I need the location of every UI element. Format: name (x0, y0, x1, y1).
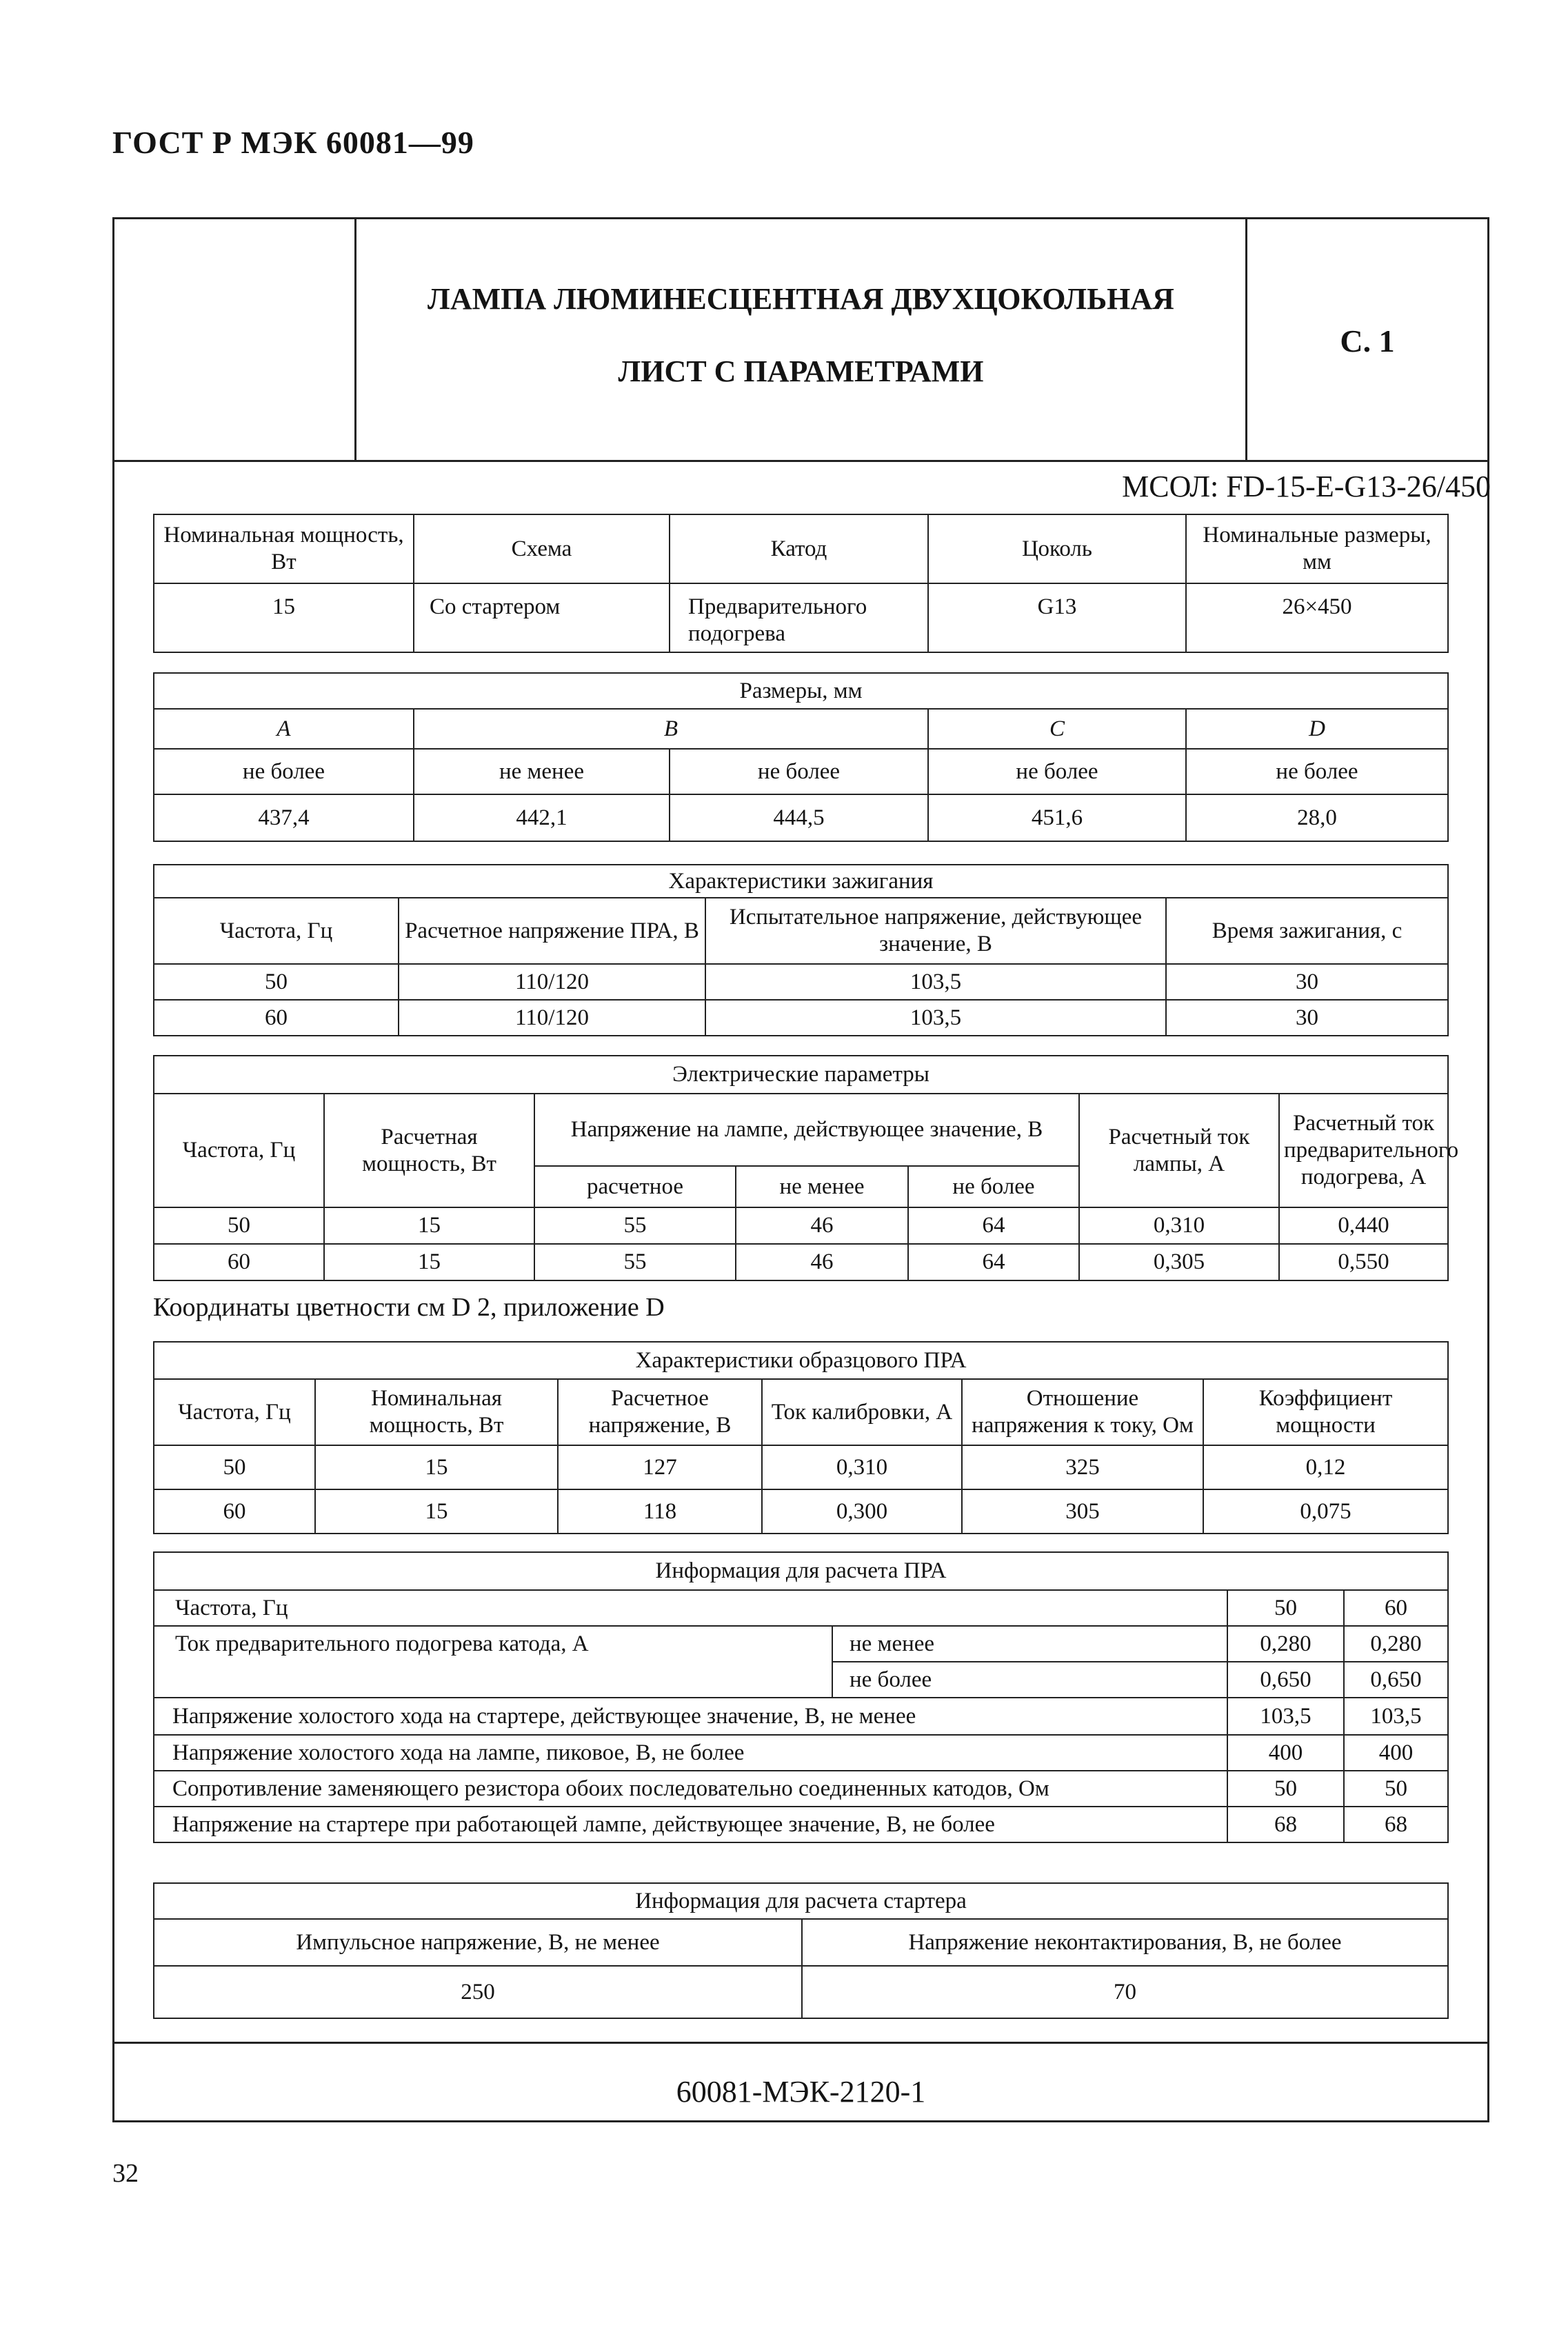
table-row (154, 898, 1448, 964)
document-header: ГОСТ Р МЭК 60081—99 (112, 125, 474, 160)
table-row (154, 1379, 1448, 1445)
dimension-letter: B (414, 709, 928, 749)
header-cell: Испытательное напряжение, действующее значение, В (705, 898, 1166, 964)
table-cell: 60 (154, 1244, 324, 1280)
table-cell: 60 (154, 1000, 399, 1036)
table-cell: 0,310 (762, 1445, 962, 1489)
header-cell: Напряжение на лампе, действующее значение, В (534, 1094, 1079, 1166)
table-title: Информация для расчета ПРА (154, 1552, 1448, 1590)
dimension-letter: C (928, 709, 1186, 749)
table-cell: 103,5 (1344, 1698, 1448, 1735)
sheet-title-line1: ЛАМПА ЛЮМИНЕСЦЕНТНАЯ ДВУХЦОКОЛЬНАЯ (428, 282, 1174, 316)
table-cell: 437,4 (154, 794, 414, 841)
dimension-letter: A (154, 709, 414, 749)
lamp-designation: МСОЛ: FD-15-E-G13-26/450 (1122, 470, 1491, 503)
header-cell: Расчетный ток лампы, А (1079, 1094, 1279, 1207)
table-row (154, 1698, 1448, 1735)
table-cell: 15 (315, 1445, 558, 1489)
row-label: Напряжение холостого хода на стартере, действующее значение, В, не менее (154, 1698, 1227, 1735)
header-cell: Расчетное напряжение ПРА, В (399, 898, 705, 964)
table-cell: 50 (1227, 1771, 1344, 1807)
table-cell: 451,6 (928, 794, 1186, 841)
table-row (154, 1244, 1448, 1280)
table-cell: не менее (414, 749, 670, 794)
header-cell: Время зажигания, с (1166, 898, 1448, 964)
table-cell: 0,12 (1203, 1445, 1448, 1489)
header-cell: Расчетная мощность, Вт (324, 1094, 534, 1207)
table-cell: 60 (1344, 1590, 1448, 1626)
table-row (154, 865, 1448, 898)
subheader-cell: не менее (736, 1166, 908, 1207)
table-row (154, 1590, 1448, 1626)
table-title: Электрические параметры (154, 1056, 1448, 1094)
table-row (154, 1919, 1448, 1966)
subheader-cell: не более (908, 1166, 1079, 1207)
table-row (154, 1966, 1448, 2018)
table-cell: 0,650 (1344, 1662, 1448, 1698)
table-row (154, 709, 1448, 749)
header-cell: Схема (414, 514, 670, 583)
header-cell: Цоколь (928, 514, 1186, 583)
header-cell: Катод (670, 514, 928, 583)
table-cell: не более (928, 749, 1186, 794)
table-cell: Со стартером (414, 583, 670, 652)
header-cell: Коэффициент мощности (1203, 1379, 1448, 1445)
sheet-title-line2: ЛИСТ С ПАРАМЕТРАМИ (618, 354, 984, 388)
table-cell: не более (670, 749, 928, 794)
table-cell: 103,5 (705, 964, 1166, 1000)
sheet-header-left-cell (114, 219, 356, 460)
table-cell: 50 (1227, 1590, 1344, 1626)
table-cell: 0,280 (1227, 1626, 1344, 1662)
starter-info-table (153, 1882, 1449, 2019)
header-cell: Импульсное напряжение, В, не менее (154, 1919, 802, 1966)
table-cell: 0,075 (1203, 1489, 1448, 1534)
table-cell: 28,0 (1186, 794, 1448, 841)
table-cell: 15 (324, 1207, 534, 1244)
table-cell: 0,310 (1079, 1207, 1279, 1244)
table-title: Информация для расчета стартера (154, 1883, 1448, 1919)
header-cell: Номинальная мощность, Вт (315, 1379, 558, 1445)
footer-divider (114, 2042, 1487, 2044)
table-cell: 305 (962, 1489, 1203, 1534)
table-cell: 70 (802, 1966, 1448, 2018)
table-cell: 103,5 (705, 1000, 1166, 1036)
table-title: Характеристики зажигания (154, 865, 1448, 898)
sheet-header (114, 219, 1487, 462)
table-cell: 110/120 (399, 1000, 705, 1036)
table-cell: 118 (558, 1489, 762, 1534)
table-cell: 15 (315, 1489, 558, 1534)
header-cell: Частота, Гц (154, 1379, 315, 1445)
table-row (154, 964, 1448, 1000)
table-cell: 442,1 (414, 794, 670, 841)
table-cell: 400 (1227, 1735, 1344, 1771)
table-cell: G13 (928, 583, 1186, 652)
row-label: Ток предварительного подогрева катода, А (154, 1626, 832, 1698)
table-row (154, 1094, 1448, 1166)
table-row (154, 1207, 1448, 1244)
limit-label: не более (832, 1662, 1227, 1698)
table-cell: 46 (736, 1207, 908, 1244)
limit-label: не менее (832, 1626, 1227, 1662)
table-cell: 0,650 (1227, 1662, 1344, 1698)
table-cell: 250 (154, 1966, 802, 2018)
table-row (154, 1807, 1448, 1842)
table-row (154, 749, 1448, 794)
ignition-table (153, 864, 1449, 1036)
table-cell: 50 (154, 964, 399, 1000)
table-cell: 55 (534, 1207, 736, 1244)
main-parameters-table (153, 514, 1449, 653)
table-cell: 30 (1166, 1000, 1448, 1036)
table-cell: 60 (154, 1489, 315, 1534)
table-cell: 103,5 (1227, 1698, 1344, 1735)
header-cell: Отношение напряжения к току, Ом (962, 1379, 1203, 1445)
table-row (154, 1445, 1448, 1489)
sheet-title (356, 219, 1247, 460)
table-cell: 15 (324, 1244, 534, 1280)
table-cell: не более (154, 749, 414, 794)
table-cell: не более (1186, 749, 1448, 794)
table-cell: 50 (154, 1207, 324, 1244)
table-cell: 110/120 (399, 964, 705, 1000)
table-cell: 127 (558, 1445, 762, 1489)
table-row (154, 1000, 1448, 1036)
table-cell: 64 (908, 1207, 1079, 1244)
header-cell: Напряжение неконтактирования, В, не более (802, 1919, 1448, 1966)
table-cell: 325 (962, 1445, 1203, 1489)
table-row (154, 1056, 1448, 1094)
table-cell: 46 (736, 1244, 908, 1280)
table-title: Размеры, мм (154, 673, 1448, 709)
row-label: Напряжение холостого хода на лампе, пиковое, В, не более (154, 1735, 1227, 1771)
table-row (154, 794, 1448, 841)
table-row (154, 673, 1448, 709)
table-cell: 15 (154, 583, 414, 652)
table-row (154, 1552, 1448, 1590)
dimension-letter: D (1186, 709, 1448, 749)
chromaticity-note: Координаты цветности см D 2, приложение D (153, 1293, 665, 1322)
table-title: Характеристики образцового ПРА (154, 1342, 1448, 1379)
header-cell: Частота, Гц (154, 898, 399, 964)
table-cell: 0,280 (1344, 1626, 1448, 1662)
header-cell: Частота, Гц (154, 1094, 324, 1207)
table-cell: 30 (1166, 964, 1448, 1000)
subheader-cell: расчетное (534, 1166, 736, 1207)
table-cell: 0,550 (1279, 1244, 1448, 1280)
table-cell: 0,300 (762, 1489, 962, 1534)
table-row (154, 1883, 1448, 1919)
sheet-page-label (1247, 219, 1487, 460)
reference-ballast-table (153, 1341, 1449, 1534)
table-cell: 68 (1227, 1807, 1344, 1842)
header-cell: Расчетное напряжение, В (558, 1379, 762, 1445)
header-cell: Номинальные размеры, мм (1186, 514, 1448, 583)
dimensions-table (153, 672, 1449, 842)
table-cell: Предварительного подогрева (670, 583, 928, 652)
table-row (154, 1735, 1448, 1771)
table-cell: 0,305 (1079, 1244, 1279, 1280)
header-cell: Номинальная мощность, Вт (154, 514, 414, 583)
table-cell: 26×450 (1186, 583, 1448, 652)
header-cell: Ток калибровки, А (762, 1379, 962, 1445)
row-label: Напряжение на стартере при работающей лампе, действующее значение, В, не более (154, 1807, 1227, 1842)
table-row (154, 1771, 1448, 1807)
table-cell: 50 (154, 1445, 315, 1489)
table-row (154, 1489, 1448, 1534)
table-row (154, 583, 1448, 652)
table-cell: 400 (1344, 1735, 1448, 1771)
table-row (154, 1626, 1448, 1662)
page-label-text: С. 1 (1340, 323, 1395, 359)
table-cell: 444,5 (670, 794, 928, 841)
footer-code: 60081-МЭК-2120-1 (676, 2075, 926, 2109)
ballast-info-table (153, 1551, 1449, 1843)
row-label: Сопротивление заменяющего резистора обоих последовательно соединенных катодов, Ом (154, 1771, 1227, 1807)
table-cell: 68 (1344, 1807, 1448, 1842)
electrical-parameters-table (153, 1055, 1459, 1281)
table-cell: 55 (534, 1244, 736, 1280)
table-cell: 50 (1344, 1771, 1448, 1807)
table-cell: 0,440 (1279, 1207, 1448, 1244)
page-number: 32 (112, 2159, 139, 2188)
header-cell: Расчетный ток предварительного подогрева, А (1279, 1094, 1448, 1207)
table-row (154, 1342, 1448, 1379)
row-label: Частота, Гц (154, 1590, 1227, 1626)
table-cell: 64 (908, 1244, 1079, 1280)
table-row (154, 514, 1448, 583)
